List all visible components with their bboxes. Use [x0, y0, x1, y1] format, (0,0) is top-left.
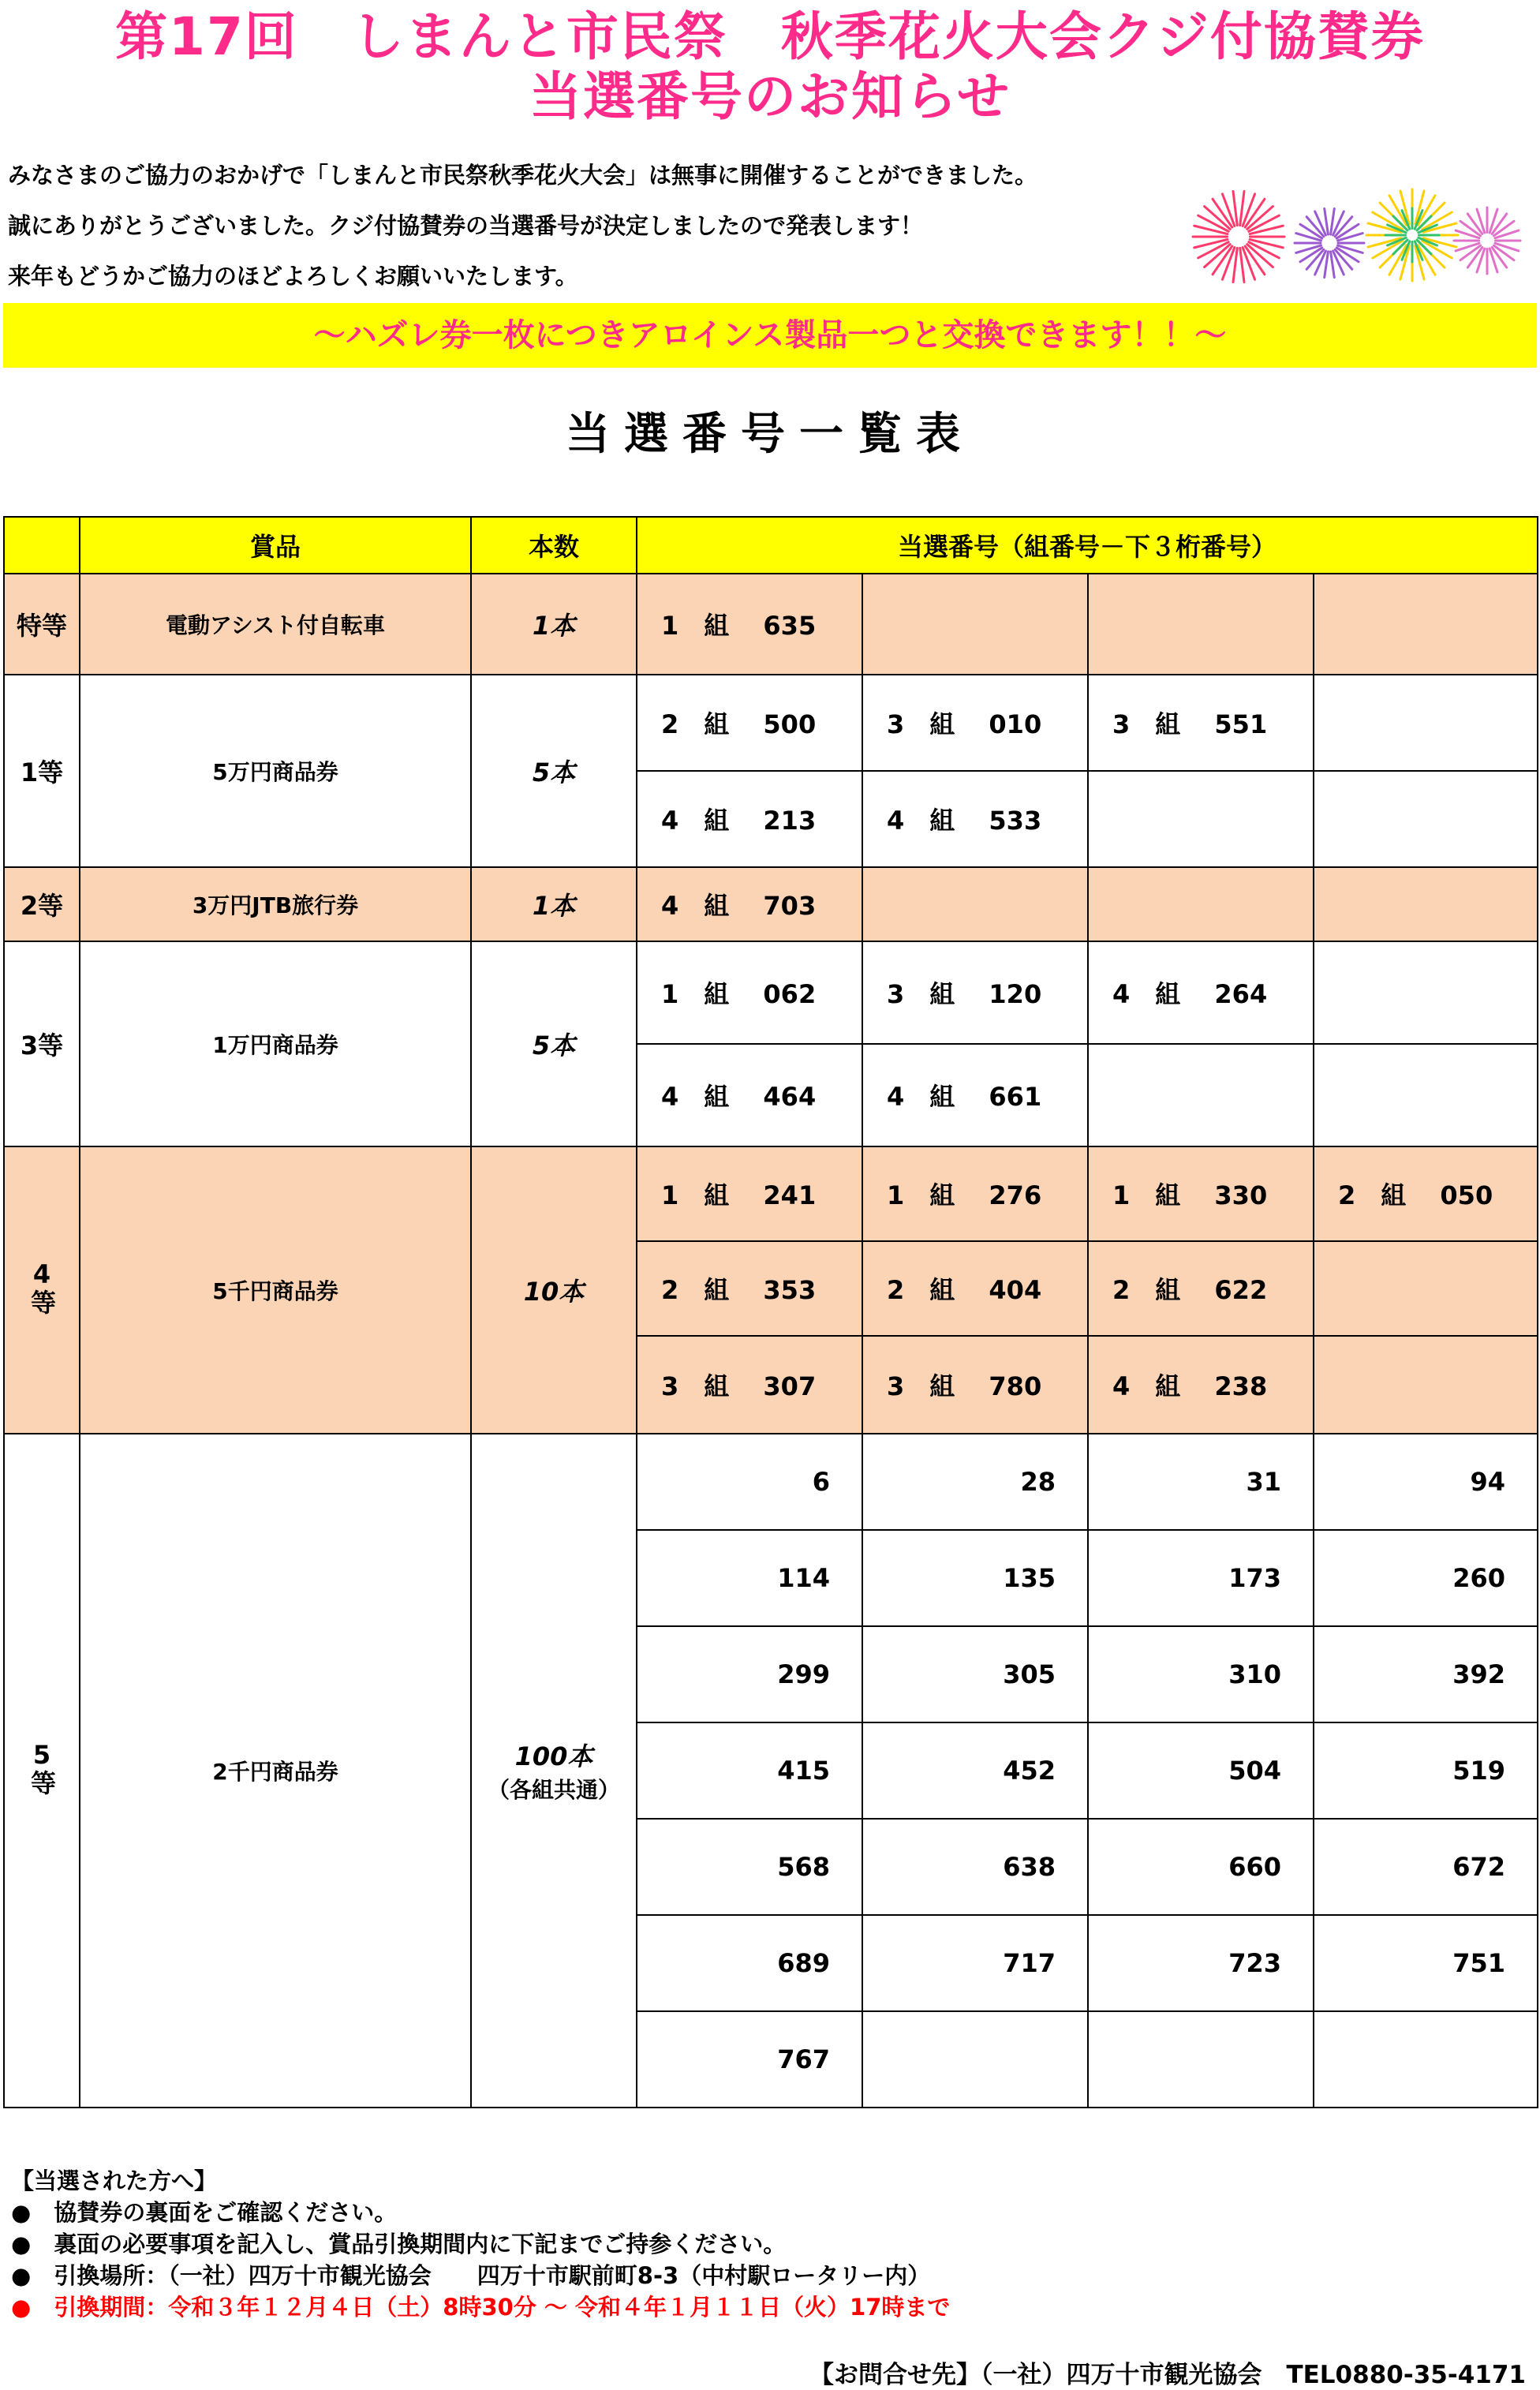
- winning-number: [1314, 675, 1538, 771]
- winning-number: 672: [1314, 1819, 1538, 1915]
- notes-period: ● 引換期間：令和３年１２月４日（土）8時30分 ～ 令和４年１月１１日（火）17時まで: [11, 2294, 951, 2321]
- prize-count-note: （各組共通）: [487, 1777, 620, 1803]
- winning-number: 305: [862, 1626, 1088, 1722]
- winning-number: [1314, 574, 1538, 675]
- winning-number: 4 組 661: [862, 1044, 1088, 1146]
- winning-number: 3 組 120: [862, 941, 1088, 1044]
- fireworks-illustration: [1183, 181, 1523, 292]
- winning-number: 173: [1088, 1530, 1314, 1626]
- winning-number: 3 組 551: [1088, 675, 1314, 771]
- table-row: [4, 574, 1538, 675]
- intro-line-3: 来年もどうかご協力のほどよろしくお願いいたします。: [8, 263, 578, 290]
- intro-line-1: みなさまのご協力のおかげで「しまんと市民祭秋季花火大会」は無事に開催することができました。: [8, 162, 1038, 189]
- winning-number: 28: [862, 1434, 1088, 1530]
- winning-number: 751: [1314, 1915, 1538, 2011]
- winning-number: 638: [862, 1819, 1088, 1915]
- winning-number: 717: [862, 1915, 1088, 2011]
- winning-number: 2 組 353: [637, 1241, 862, 1336]
- winning-number: [1314, 1336, 1538, 1434]
- winning-number: 660: [1088, 1819, 1314, 1915]
- winning-number: 415: [637, 1722, 862, 1819]
- intro-line-2: 誠にありがとうございました。クジ付協賛券の当選番号が決定しましたので発表します！: [8, 212, 924, 239]
- winning-number: [862, 2011, 1088, 2108]
- winning-number: 1 組 330: [1088, 1146, 1314, 1241]
- prize-name: 3万円JTB旅行券: [80, 867, 471, 941]
- winning-number: [1314, 867, 1538, 941]
- winning-number: 4 組 264: [1088, 941, 1314, 1044]
- prize-rank-text: 5等: [27, 1740, 57, 1795]
- winning-number: [1088, 574, 1314, 675]
- prize-rank: [4, 1434, 80, 2108]
- prize-count: 5本: [471, 675, 637, 867]
- header-count: 本数: [471, 517, 637, 574]
- notes-heading: 【当選された方へ】: [11, 2167, 218, 2194]
- notes-item: ● 引換場所：（一社）四万十市観光協会 四万十市駅前町8-3（中村駅ロータリー内）: [11, 2262, 931, 2289]
- winning-number: 2 組 404: [862, 1241, 1088, 1336]
- winning-number: 1 組 276: [862, 1146, 1088, 1241]
- prize-rank: 2等: [4, 867, 80, 941]
- notes: [11, 2165, 950, 2323]
- winning-number: [1314, 1241, 1538, 1336]
- table-row: [4, 675, 1538, 771]
- winning-number: 310: [1088, 1626, 1314, 1722]
- winning-number: 2 組 622: [1088, 1241, 1314, 1336]
- prize-count: 5本: [471, 941, 637, 1146]
- winning-number: 452: [862, 1722, 1088, 1819]
- winning-number: 299: [637, 1626, 862, 1722]
- winning-number: 767: [637, 2011, 862, 2108]
- table-row: [4, 1434, 1538, 1530]
- winning-number: 4 組 464: [637, 1044, 862, 1146]
- prize-count: 1本: [471, 867, 637, 941]
- prize-count: 10本: [471, 1146, 637, 1434]
- notes-item: ● 裏面の必要事項を記入し、賞品引換期間内に下記までご持参ください。: [11, 2231, 787, 2257]
- winning-number: 519: [1314, 1722, 1538, 1819]
- prize-rank: [4, 1146, 80, 1434]
- winning-number: 392: [1314, 1626, 1538, 1722]
- prize-rank: 3等: [4, 941, 80, 1146]
- winning-number: [1088, 867, 1314, 941]
- page-title-line2: 当選番号のお知らせ: [529, 66, 1011, 127]
- table-row: [4, 941, 1538, 1044]
- winning-number: [1314, 1044, 1538, 1146]
- prize-name: 5千円商品券: [80, 1146, 471, 1434]
- winning-number: 114: [637, 1530, 862, 1626]
- prize-name: 電動アシスト付自転車: [80, 574, 471, 675]
- prize-name: 5万円商品券: [80, 675, 471, 867]
- winning-number: 504: [1088, 1722, 1314, 1819]
- winning-number: [1088, 771, 1314, 867]
- winning-number: 4 組 533: [862, 771, 1088, 867]
- table-row: [4, 867, 1538, 941]
- winning-number: 6: [637, 1434, 862, 1530]
- winning-number: 3 組 307: [637, 1336, 862, 1434]
- prize-rank: 1等: [4, 675, 80, 867]
- notes-item: ● 協賛券の裏面をご確認ください。: [11, 2199, 398, 2226]
- header-rank: [4, 517, 80, 574]
- prize-rank-text: 4等: [27, 1259, 57, 1315]
- winning-number: 94: [1314, 1434, 1538, 1530]
- winning-number: 1 組 241: [637, 1146, 862, 1241]
- prize-rank: 特等: [4, 574, 80, 675]
- table-title: 当選番号一覧表: [566, 409, 974, 460]
- prize-count: [471, 1434, 637, 2108]
- table-header-row: [4, 517, 1538, 574]
- winning-number: 135: [862, 1530, 1088, 1626]
- winning-number: 568: [637, 1819, 862, 1915]
- contact-info: 【お問合せ先】（一社）四万十市観光協会 TEL0880-35-4171: [809, 2361, 1526, 2389]
- winning-number: 2 組 050: [1314, 1146, 1538, 1241]
- winning-number: 1 組 635: [637, 574, 862, 675]
- winning-number: [1314, 941, 1538, 1044]
- winning-number: 3 組 780: [862, 1336, 1088, 1434]
- winning-number: [1088, 2011, 1314, 2108]
- winning-number: 689: [637, 1915, 862, 2011]
- winning-number: 260: [1314, 1530, 1538, 1626]
- winning-number: [1088, 1044, 1314, 1146]
- winning-number: [862, 867, 1088, 941]
- prize-count: 1本: [471, 574, 637, 675]
- winning-number: 4 組 238: [1088, 1336, 1314, 1434]
- winning-number: [1314, 2011, 1538, 2108]
- winning-number: 4 組 213: [637, 771, 862, 867]
- winning-number: 1 組 062: [637, 941, 862, 1044]
- header-numbers: 当選番号（組番号－下３桁番号）: [637, 517, 1538, 574]
- winning-number: [862, 574, 1088, 675]
- winning-number: 2 組 500: [637, 675, 862, 771]
- winning-number: 3 組 010: [862, 675, 1088, 771]
- banner: ～ハズレ券一枚につきアロインス製品一つと交換できます！！～: [3, 303, 1537, 368]
- prize-count-value: 100本: [514, 1741, 593, 1771]
- prize-name: 1万円商品券: [80, 941, 471, 1146]
- header-prize: 賞品: [80, 517, 471, 574]
- page-title-line1: 第17回 しまんと市民祭 秋季花火大会クジ付協賛券: [115, 6, 1425, 67]
- prize-name: 2千円商品券: [80, 1434, 471, 2108]
- table-row: [4, 1146, 1538, 1241]
- winning-number: 723: [1088, 1915, 1314, 2011]
- winning-numbers-table: [3, 516, 1538, 2108]
- winning-number: [1314, 771, 1538, 867]
- winning-number: 31: [1088, 1434, 1314, 1530]
- winning-number: 4 組 703: [637, 867, 862, 941]
